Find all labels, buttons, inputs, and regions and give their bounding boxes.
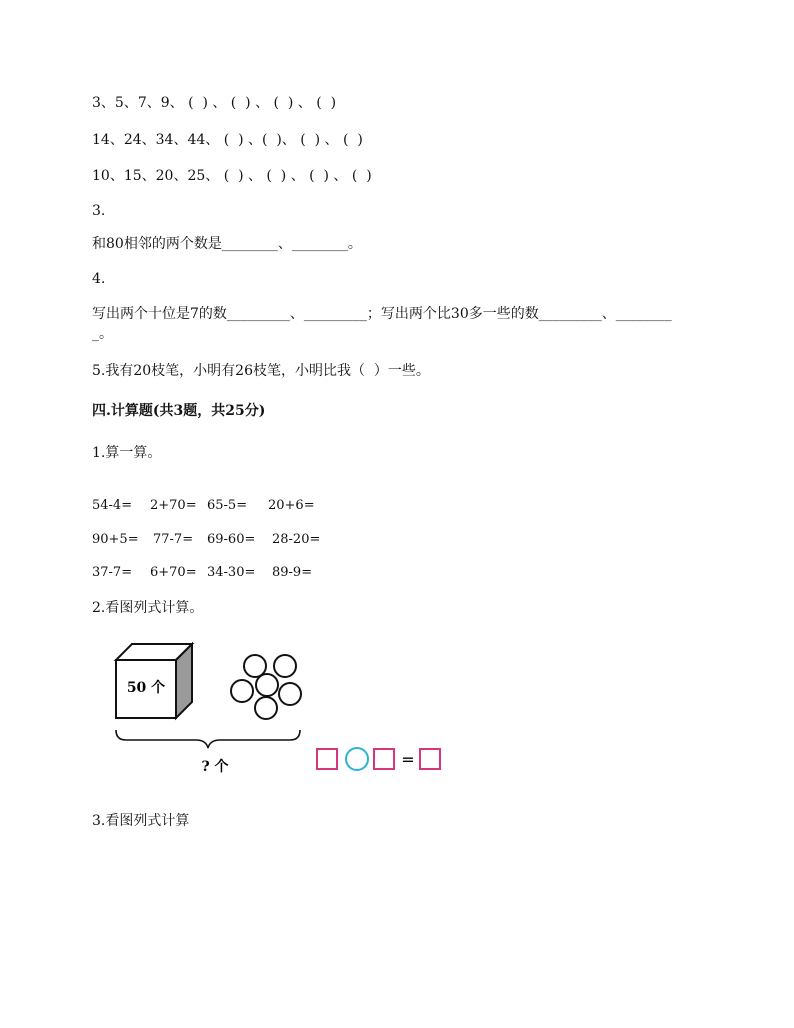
calc-question-3-title: 3.看图列式计算 (92, 813, 190, 829)
question-3-text: 和80相邻的两个数是________、________。 (92, 236, 362, 252)
calc-expression: 69-60= (207, 532, 256, 547)
calc-question-1-title: 1.算一算。 (92, 445, 162, 461)
section-4-heading: 四.计算题(共3题，共25分) (92, 403, 266, 419)
calc-expression: 6+70= (150, 565, 197, 580)
calc-expression: 77-7= (153, 532, 194, 547)
circle-icon (255, 697, 277, 719)
calc-expression: 34-30= (207, 565, 256, 580)
equals-sign: = (401, 750, 415, 769)
picture-equation-figure (100, 636, 450, 790)
sequence-line-2: 14、24、34、44、 ( ) 、( )、 ( ) 、 ( ) (92, 132, 363, 148)
calc-expression: 28-20= (272, 532, 321, 547)
sequence-line-1: 3、5、7、9、 ( ) 、 ( ) 、 ( ) 、 ( ) (92, 95, 337, 111)
question-4-number: 4. (92, 271, 106, 287)
circle-icon (256, 674, 278, 696)
calc-expression: 90+5= (92, 532, 139, 547)
answer-box[interactable] (374, 749, 394, 769)
cube-box-icon (116, 644, 192, 718)
circles-group-icon (231, 655, 301, 719)
calc-expression: 20+6= (268, 498, 315, 513)
picture-equation-svg (100, 636, 450, 786)
answer-box[interactable] (317, 749, 337, 769)
question-5-text: 5.我有20枝笔，小明有26枝笔，小明比我（ ）一些。 (92, 363, 430, 379)
calc-expression: 54-4= (92, 498, 133, 513)
question-3-number: 3. (92, 203, 106, 219)
circle-icon (279, 683, 301, 705)
calc-expression: 65-5= (207, 498, 248, 513)
total-label: ? 个 (201, 759, 229, 775)
circle-icon (274, 655, 296, 677)
cube-label: 50 个 (126, 680, 166, 696)
calc-expression: 89-9= (272, 565, 313, 580)
answer-box[interactable] (420, 749, 440, 769)
sequence-line-3: 10、15、20、25、 ( ) 、 ( ) 、 ( ) 、 ( ) (92, 168, 372, 184)
operator-circle[interactable] (346, 748, 368, 770)
circle-icon (231, 680, 253, 702)
calc-expression: 37-7= (92, 565, 133, 580)
calc-question-2-title: 2.看图列式计算。 (92, 600, 204, 616)
circle-icon (244, 655, 266, 677)
question-4-text-line1: 写出两个十位是7的数_________、_________；写出两个比30多一些的数_________、________ (92, 306, 672, 322)
calc-expression: 2+70= (150, 498, 197, 513)
brace-icon (116, 730, 300, 748)
question-4-text-line2: _。 (92, 326, 113, 342)
